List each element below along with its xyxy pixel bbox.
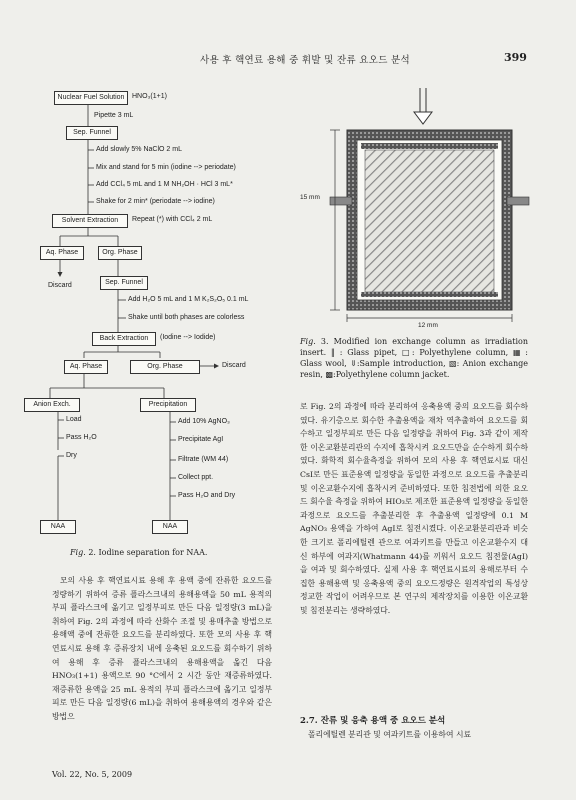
section-text (300, 728, 528, 742)
box-naa-2: NAA (152, 520, 188, 534)
box-org-phase-1: Org. Phase (98, 246, 142, 260)
dim-12mm: 12 mm (418, 322, 438, 329)
journal-footer: Vol. 22, No. 5, 2009 (52, 770, 133, 779)
iodine-iodide-note: (Iodine --> Iodide) (160, 334, 216, 341)
box-aq-phase-2: Aq. Phase (64, 360, 108, 374)
fig2-number: 2. (88, 548, 96, 557)
box-sep-funnel-2: Sep. Funnel (100, 276, 148, 290)
hno3-label: HNO₃(1+1) (132, 93, 167, 100)
box-naa-1: NAA (40, 520, 76, 534)
repeat-note: Repeat (*) with CCl₄ 2 mL (132, 216, 213, 223)
fig3-label: Fig. (300, 337, 316, 346)
box-solvent-extraction: Solvent Extraction (52, 214, 128, 228)
step-add-h2o: Add H₂O 5 mL and 1 M K₂S₂O₅ 0.1 mL (128, 296, 249, 303)
header-title: 사용 후 핵연료 용해 중 휘발 및 잔류 요오드 분석 (200, 55, 410, 66)
anion-step-load: Load (66, 416, 82, 423)
step-shake: Shake for 2 min* (periodate --> iodine) (96, 198, 215, 205)
precip-step-agno3: Add 10% AgNO₃ (178, 418, 230, 425)
section-number: 2.7. (300, 716, 318, 726)
dim-15mm: 15 mm (300, 194, 320, 201)
fig3-text: 3. Modified ion exchange column as irradiation insert. ‖ : Glass pipet, □: Polyethylene column, ▦ : Glass wool, ⇓:Sample introduction, ▧: Anion exchange resin, ▩:Polyethylene column jacket. (300, 337, 528, 379)
fig2-label: Fig. (70, 548, 86, 557)
right-column-text (300, 400, 528, 618)
discard-1: Discard (48, 282, 72, 289)
step-mix-stand: Mix and stand for 5 min (iodine --> periodate) (96, 164, 236, 171)
sample-introduction-arrow (414, 112, 432, 124)
box-aq-phase-1: Aq. Phase (40, 246, 84, 260)
discard-2: Discard (222, 362, 246, 369)
glass-pipet (420, 88, 426, 112)
page-number: 399 (504, 51, 527, 64)
precip-step-pass-dry: Pass H₂O and Dry (178, 492, 236, 499)
jacket-slot-left (330, 197, 352, 205)
glass-wool-top (361, 143, 498, 149)
precip-step-agi: Precipitate AgI (178, 436, 224, 443)
anion-step-pass-h2o: Pass H₂O (66, 434, 97, 441)
fig2-text: Iodine separation for NAA. (98, 548, 208, 557)
anion-step-dry: Dry (66, 452, 77, 459)
section-title: 잔류 및 응축 용액 중 요오드 분석 (320, 716, 446, 726)
step-add-ccl4: Add CCl₄ 5 mL and 1 M NH₂OH · HCl 3 mL* (96, 181, 233, 188)
left-paragraph: 모의 사용 후 핵연료시료 용해 후 용액 중에 잔류한 요오드를 정량하기 위하여 증류 플라스크내의 용해용액을 50 mL 용적의 부피 플라스크에 옮기고 일정부피로 만든 다음 일정량(3 mL)을 취하여 Fig. 2의 과정에 따라 산화수 조절 및 용매추출 방법으로 용해액 중에 잔류한 요오드를 분리하였다. 또한 모의 사용 후 핵연료시료 용해 후 증류장치 내에 응축된 요오드를 회수하기 위하여 용해 후 증류 플라스크내의 용해용액을 옮긴 다음 HNO₃(1+1) 용액으로 90 °C에서 2 시간 동안 재증류하였다. 재증류한 용액을 25 mL 용적의 부피 플라스크에 옮기고 일정부피로 만든 다음 일정량(6 mL)을 취하여 용해용액의 경우와 같은 방법으 (52, 576, 272, 721)
left-column-text (52, 574, 272, 724)
glass-wool-bottom (361, 292, 498, 297)
anion-exchange-resin (365, 150, 494, 292)
precip-step-filtrate: Filtrate (WM 44) (178, 456, 229, 463)
right-paragraph: 로 Fig. 2의 과정에 따라 분리하여 응축용액 중의 요오드를 회수하였다. 유기층으로 회수한 추출용액을 재차 역추출하여 요오드를 회수하고 일정부피로 만든 다음 일정량을 취하여 Fig. 3과 같이 제작한 이온교환분리관의 수지에 흡착시켜 요오드만을 순수하게 회수하였다. 화학적 회수율측정을 위하여 모의 사용 후 핵연료시료 대신 CsI로 만든 표준용액 일정량을 동일한 과정으로 요오드를 추출분리 및 이온교환수지에 흡착시켜 준비하였다. 또한 침전법에 의한 요오드 회수율 측정을 위하여 HIO₃로 제조한 표준용액 일정량을 동일한 과정으로 요오드를 추출분리한 후 추출용액 일정량에 0.1 M AgNO₃ 용액을 가하여 AgI로 침전시켰다. 이온교환분리관과 비슷한 크기로 폴리에틸렌 관으로 여과키트를 만들고 이온교환수지 대신 하부에 여과지(Whatmann 44)를 끼워서 요오드 침전물(AgI)을 여과 및 회수하였다. 실제 사용 후 핵연료시료의 용해로부터 수집한 용해용액 및 응축용액 중의 요오드정량은 원격작업의 특성상 정교한 작업이 어려우므로 본 연구의 제작장치를 이용한 이온교환 및 침전분리는 생략하였다. (300, 402, 528, 615)
box-nuclear-fuel-solution: Nuclear Fuel Solution (54, 91, 128, 105)
box-anion-exch: Anion Exch. (24, 398, 80, 412)
fig3-caption (300, 336, 528, 380)
box-org-phase-2: Org. Phase (130, 360, 200, 374)
step-shake-colorless: Shake until both phases are colorless (128, 314, 245, 321)
step-add-naclo: Add slowly 5% NaClO 2 mL (96, 146, 182, 153)
box-precipitation: Precipitation (140, 398, 196, 412)
box-sep-funnel-1: Sep. Funnel (66, 126, 118, 140)
jacket-slot-right (507, 197, 529, 205)
step-pipette: Pipette 3 mL (94, 112, 134, 119)
box-back-extraction: Back Extraction (92, 332, 156, 346)
section-heading (300, 714, 445, 726)
section-paragraph: 폴리에틸렌 분리관 및 여과키트를 이용하여 시료 (308, 730, 472, 739)
precip-step-collect: Collect ppt. (178, 474, 214, 481)
